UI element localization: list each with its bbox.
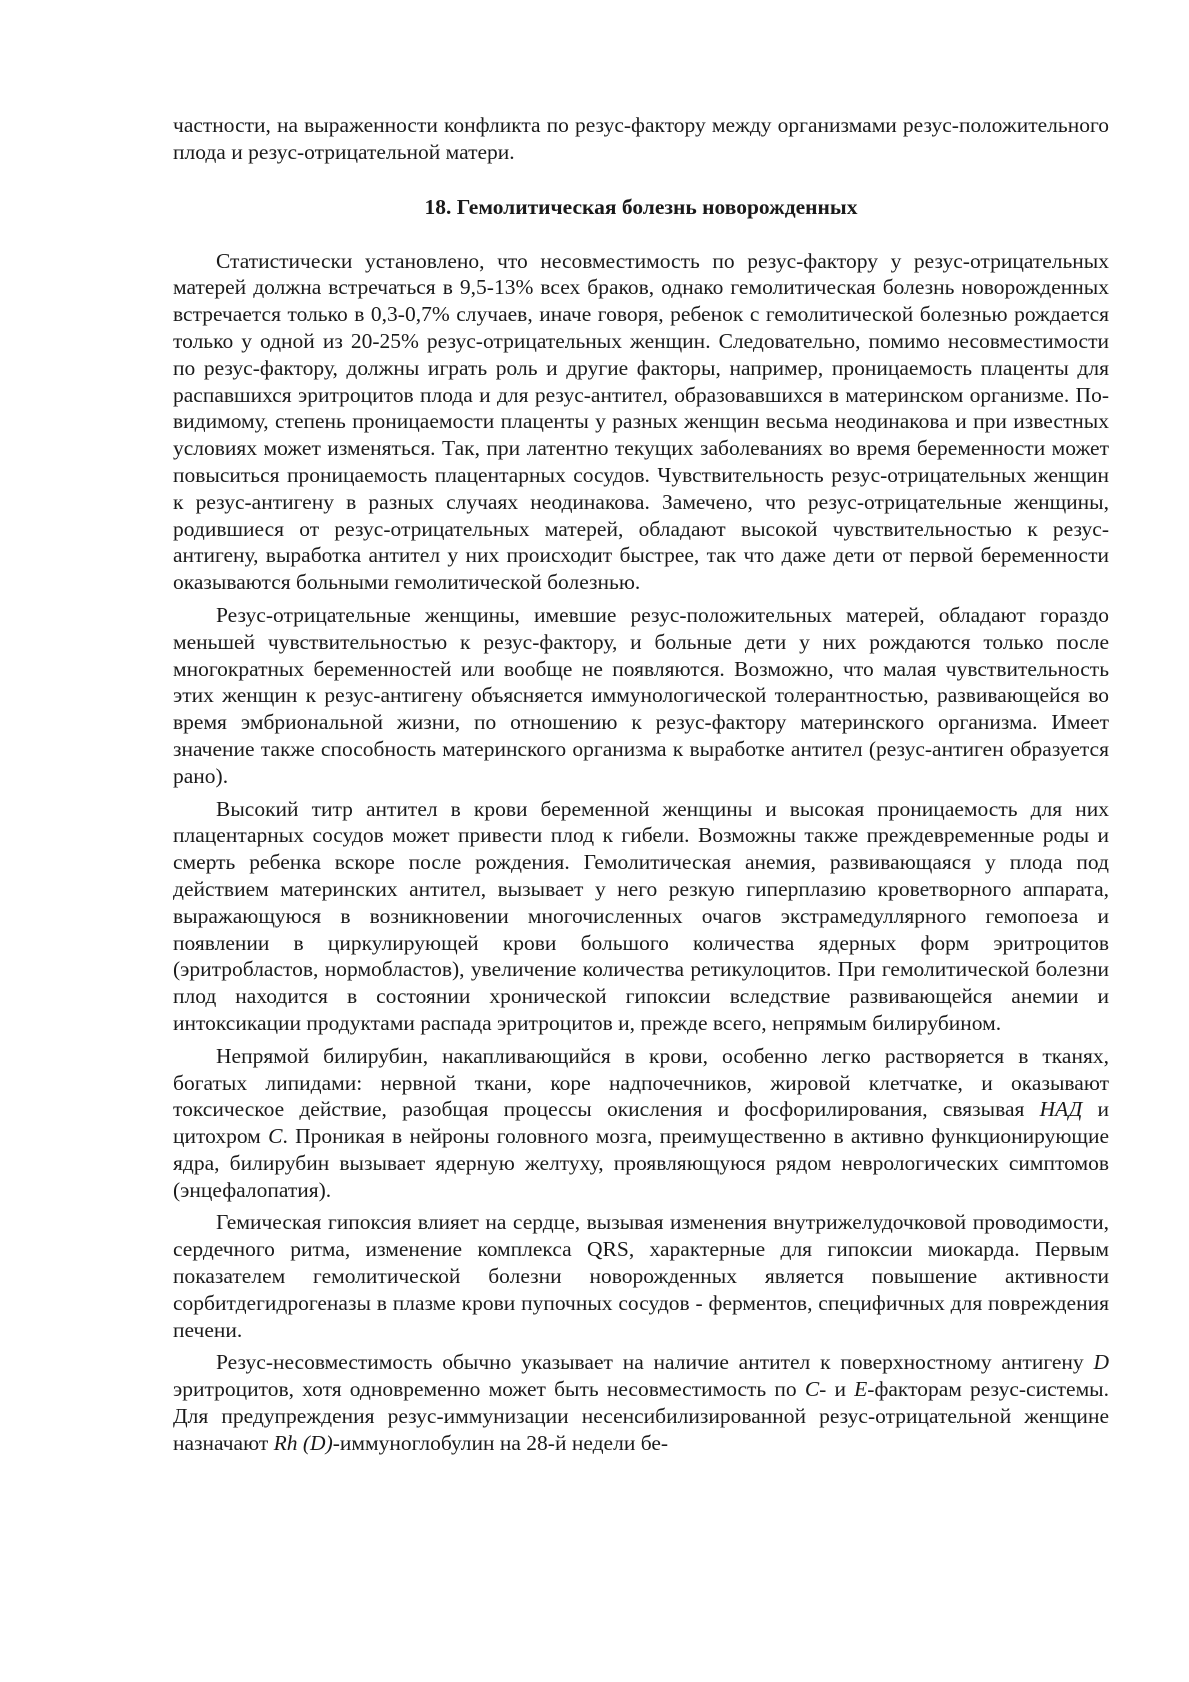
cytochrome-c-term: С <box>268 1124 283 1149</box>
factor-c-term: С <box>804 1377 820 1402</box>
paragraph-6 <box>173 1349 1109 1456</box>
paragraph-6-part-b: эритроцитов, хотя одновременно может быть несовместимость по <box>173 1377 805 1402</box>
paragraph-3: Высокий титр антител в крови беременной женщины и высокая проницаемость для них плацентарных сосудов может привести плод к гибели. Возможны также преждевременные роды и смерть ребенка вскоре после рождения. Гемолитическая анемия, развивающаяся у плода под действием материнских антител, вызывает у него резкую гиперплазию кроветворного аппарата, выражающуюся в возникновении многочисленных очагов экстрамедуллярного гемопоеза и появлении в циркулирующей крови большого количества ядерных форм эритроцитов (эритробластов, нормобластов), увеличение количества ретикулоцитов. При гемолитической болезни плод находится в состоянии хронической гипоксии вследствие развивающейся анемии и интоксикации продуктами распада эритроцитов и, прежде всего, непрямым билирубином. <box>173 796 1109 1035</box>
factor-e-term: Е <box>854 1377 868 1402</box>
paragraph-1: Статистически установлено, что несовместимость по резус-фактору у резус-отрицательных матерей должна встречаться в 9,5-13% всех браков, однако гемолитическая болезнь новорожденных встречается только в 0,3-0,7% случаев, иначе говоря, ребенок с гемолитической болезнью рождается только у одной из 20-25% резус-отрицательных женщин. Следовательно, помимо несовместимости по резус-фактору, должны играть роль и другие факторы, например, проницаемость плаценты для распавшихся эритроцитов плода и для резус-антител, образовавшихся в материнском организме. По-видимому, степень проницаемости плаценты у разных женщин весьма неодинакова и при известных условиях может изменяться. Так, при латентно текущих заболеваниях во время беременности может повыситься проницаемость плацентарных сосудов. Чувствительность резус-отрицательных женщин к резус-антигену в разных случаях неодинакова. Замечено, что резус-отрицательные женщины, родившиеся от резус-отрицательных матерей, обладают высокой чувствительностью к резус-антигену, выработка антител у них происходит быстрее, так что даже дети от первой беременности оказываются больными гемолитической болезнью. <box>173 248 1109 595</box>
paragraph-6-part-d: -факторам резус-системы. Для предупреждения резус-иммунизации несенсибилизированной резус-отрицательной женщине назначают <box>173 1377 1109 1455</box>
intro-paragraph: частности, на выраженности конфликта по резус-фактору между организмами резус-положительного плода и резус-отрицательной матери. <box>173 113 1109 164</box>
paragraph-4 <box>173 1043 1109 1204</box>
rh-d-term: Rh (D) <box>273 1430 333 1455</box>
paragraph-6-part-a: Резус-несовместимость обычно указывает на наличие антител к поверхностному антигену <box>216 1350 1094 1375</box>
section-heading: 18. Гемолитическая болезнь новорожденных <box>424 194 858 219</box>
paragraph-4-part-b: и цитохром <box>173 1097 1109 1149</box>
paragraph-6-part-e: -иммуноглобулин на 28-й недели бе- <box>332 1430 669 1455</box>
paragraph-6-part-c: - и <box>819 1377 855 1402</box>
paragraph-5: Гемическая гипоксия влияет на сердце, вызывая изменения внутрижелудочковой проводимости, сердечного ритма, изменение комплекса QRS, характерные для гипоксии миокарда. Первым показателем гемолитической болезни новорожденных является повышение активности сорбитдегидрогеназы в плазме крови пупочных сосудов - ферментов, специфичных для повреждения печени. <box>173 1210 1109 1342</box>
antigen-d-term: D <box>1093 1350 1109 1375</box>
paragraph-4-part-c: . Проникая в нейроны головного мозга, преимущественно в активно функционирующие ядра, билирубин вызывает ядерную желтуху, проявляющуюся рядом неврологических симптомов (энцефалопатия). <box>173 1124 1109 1202</box>
document-page <box>173 112 1109 1457</box>
paragraph-4-part-a: Непрямой билирубин, накапливающийся в крови, особенно легко растворяется в тканях, богатых липидами: нервной ткани, коре надпочечников, жировой клетчатке, и оказывают токсическое действие, разобщая процессы окисления и фосфорилирования, связывая <box>173 1043 1109 1122</box>
paragraph-2: Резус-отрицательные женщины, имевшие резус-положительных матерей, обладают гораздо меньшей чувствительностью к резус-фактору, и больные дети у них рождаются только после многократных беременностей или вообще не появляются. Возможно, что малая чувствительность этих женщин к резус-антигену объясняется иммунологической толерантностью, развивающейся во время эмбриональной жизни, по отношению к резус-фактору материнского организма. Имеет значение также способность материнского организма к выработке антител (резус-антиген образуется рано). <box>173 602 1109 788</box>
nad-term: НАД <box>1039 1097 1083 1122</box>
